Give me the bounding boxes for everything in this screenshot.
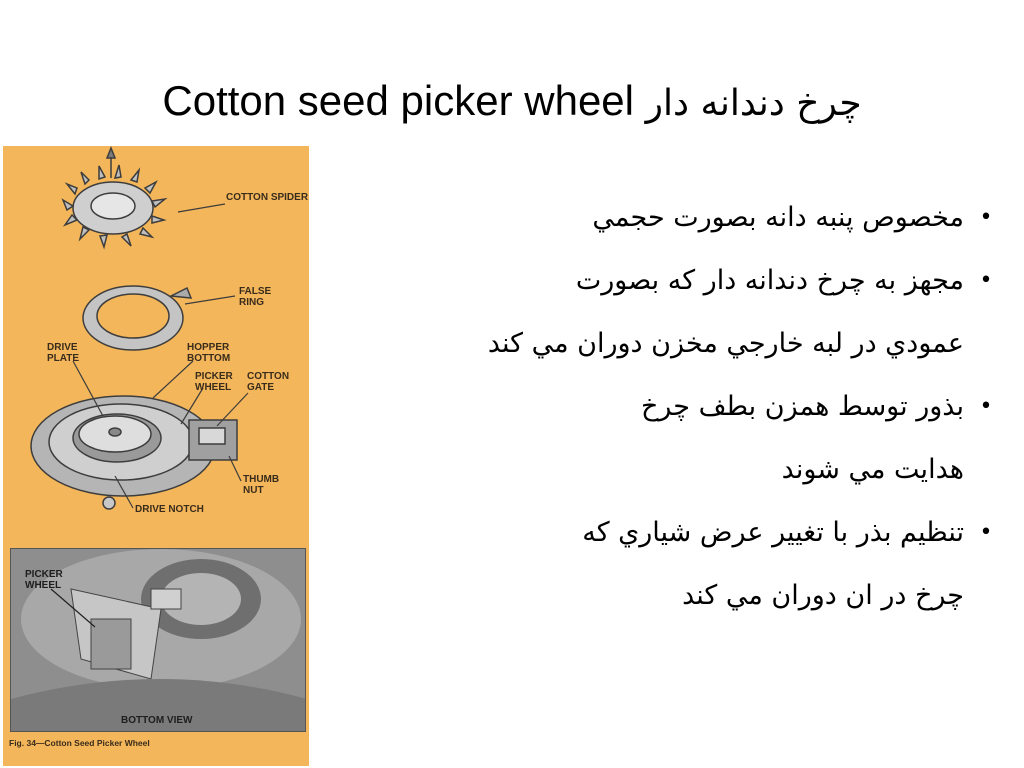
bullet-list: [304, 186, 993, 627]
bullet-dot: •: [979, 520, 993, 545]
label-cotton-gate: COTTON GATE: [247, 371, 290, 393]
bullet-1-line-1: مخصوص پنبه دانه بصورت حجمي: [592, 202, 964, 233]
title-persian: چرخ دندانه دار: [645, 83, 862, 124]
bullet-4-line-2: چرخ در ان دوران مي كند: [682, 580, 964, 611]
bullet-3: [304, 375, 993, 438]
label-picker-wheel: PICKER WHEEL: [195, 371, 233, 393]
false-ring-drawing: [83, 286, 235, 350]
bullet-dot: •: [979, 394, 993, 419]
figure-caption: Fig. 34—Cotton Seed Picker Wheel: [9, 738, 150, 748]
bullet-4-line-1: تنظيم بذر با تغيير عرض شياري كه: [582, 517, 964, 548]
bullet-1: [304, 186, 993, 249]
bullet-dot: •: [979, 205, 993, 230]
label-photo-picker-wheel: PICKER WHEEL: [25, 569, 63, 591]
bullet-3-line-2: هدايت مي شوند: [781, 454, 964, 485]
bullet-3-line-1: بذور توسط همزن بطف چرخ: [640, 391, 964, 422]
label-false-ring: FALSE RING: [239, 286, 272, 308]
bullet-3-continuation: [304, 438, 964, 501]
cotton-spider-drawing: [63, 148, 225, 247]
bullet-2-line-2: عمودي در لبه خارجي مخزن دوران مي كند: [487, 328, 964, 359]
label-cotton-spider: COTTON SPIDER: [226, 192, 309, 203]
bullet-4: [304, 501, 993, 564]
bottom-view-photo: [10, 548, 306, 732]
label-bottom-view: BOTTOM VIEW: [121, 715, 193, 726]
title-english: Cotton seed picker wheel: [162, 77, 634, 124]
label-thumb-nut: THUMB NUT: [243, 474, 280, 496]
picker-wheel-figure: [3, 146, 309, 766]
label-drive-notch: DRIVE NOTCH: [135, 504, 204, 515]
bullet-4-continuation: [304, 564, 964, 627]
bullet-2-continuation: [304, 312, 964, 375]
label-hopper-bottom: HOPPER BOTTOM: [187, 342, 231, 364]
bullet-dot: •: [979, 268, 993, 293]
bullet-2: [304, 249, 993, 312]
slide-title: [0, 66, 1024, 136]
label-drive-plate: DRIVE PLATE: [47, 342, 80, 364]
bullet-2-line-1: مجهز به چرخ دندانه دار كه بصورت: [575, 265, 964, 296]
